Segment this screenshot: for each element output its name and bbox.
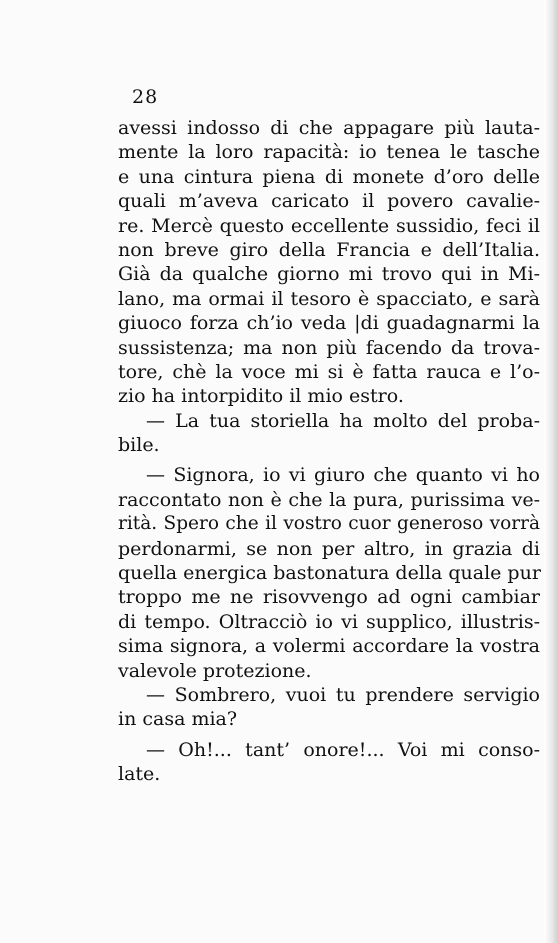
- text-line: perdonarmi, se non per altro, in grazia di: [118, 537, 540, 560]
- text-line: troppo me ne risovvengo ad ogni cambiar: [118, 586, 540, 609]
- text-line: tore, chè la voce mi si è fatta rauca e l’o-: [118, 360, 540, 383]
- page-number: 28: [132, 86, 159, 108]
- text-line: di tempo. Oltracciò io vi supplico, illustris-: [118, 610, 540, 633]
- text-line: in casa mia?: [118, 708, 238, 731]
- text-line: quali m’aveva caricato il povero cavalie-: [118, 190, 540, 213]
- text-line: — Signora, io vi giuro che quanto vi ho: [146, 464, 540, 487]
- text-line: raccontato non è che la pura, purissima ve-: [118, 488, 540, 511]
- text-line: bile.: [118, 434, 160, 457]
- text-line: quella energica bastonatura della quale pur: [118, 562, 541, 585]
- text-line: sussistenza; ma non più facendo da trova-: [118, 336, 540, 359]
- text-line: late.: [118, 763, 161, 786]
- text-line: non breve giro della Francia e dell’Italia.: [118, 238, 540, 261]
- page-edge-shadow: [544, 0, 558, 943]
- text-line: — Oh!... tant’ onore!... Voi mi conso-: [146, 738, 540, 761]
- text-line: giuoco forza ch’io veda |di guadagnarmi la: [118, 312, 540, 335]
- text-line: avessi indosso di che appagare più lauta-: [118, 117, 540, 139]
- text-line: sima signora, a volermi accordare la vostra: [118, 635, 540, 658]
- text-line: re. Mercè questo eccellente sussidio, feci il: [118, 214, 540, 237]
- text-line: — Sombrero, vuoi tu prendere servigio: [146, 683, 540, 706]
- text-line: Già da qualche giorno mi trovo qui in Mi-: [118, 263, 540, 286]
- text-line: mente la loro rapacità: io tenea le tasche: [118, 141, 540, 164]
- text-line: valevole protezione.: [118, 659, 312, 682]
- body-text: [118, 116, 540, 787]
- text-line: zio ha intorpidito il mio estro.: [118, 385, 404, 408]
- text-line: lano, ma ormai il tesoro è spacciato, e sarà: [118, 287, 540, 310]
- text-line: — La tua storiella ha molto del proba-: [146, 409, 540, 432]
- text-line: rità. Spero che il vostro cuor generoso vorrà: [118, 513, 540, 535]
- text-line: e una cintura piena di monete d’oro delle: [118, 165, 540, 188]
